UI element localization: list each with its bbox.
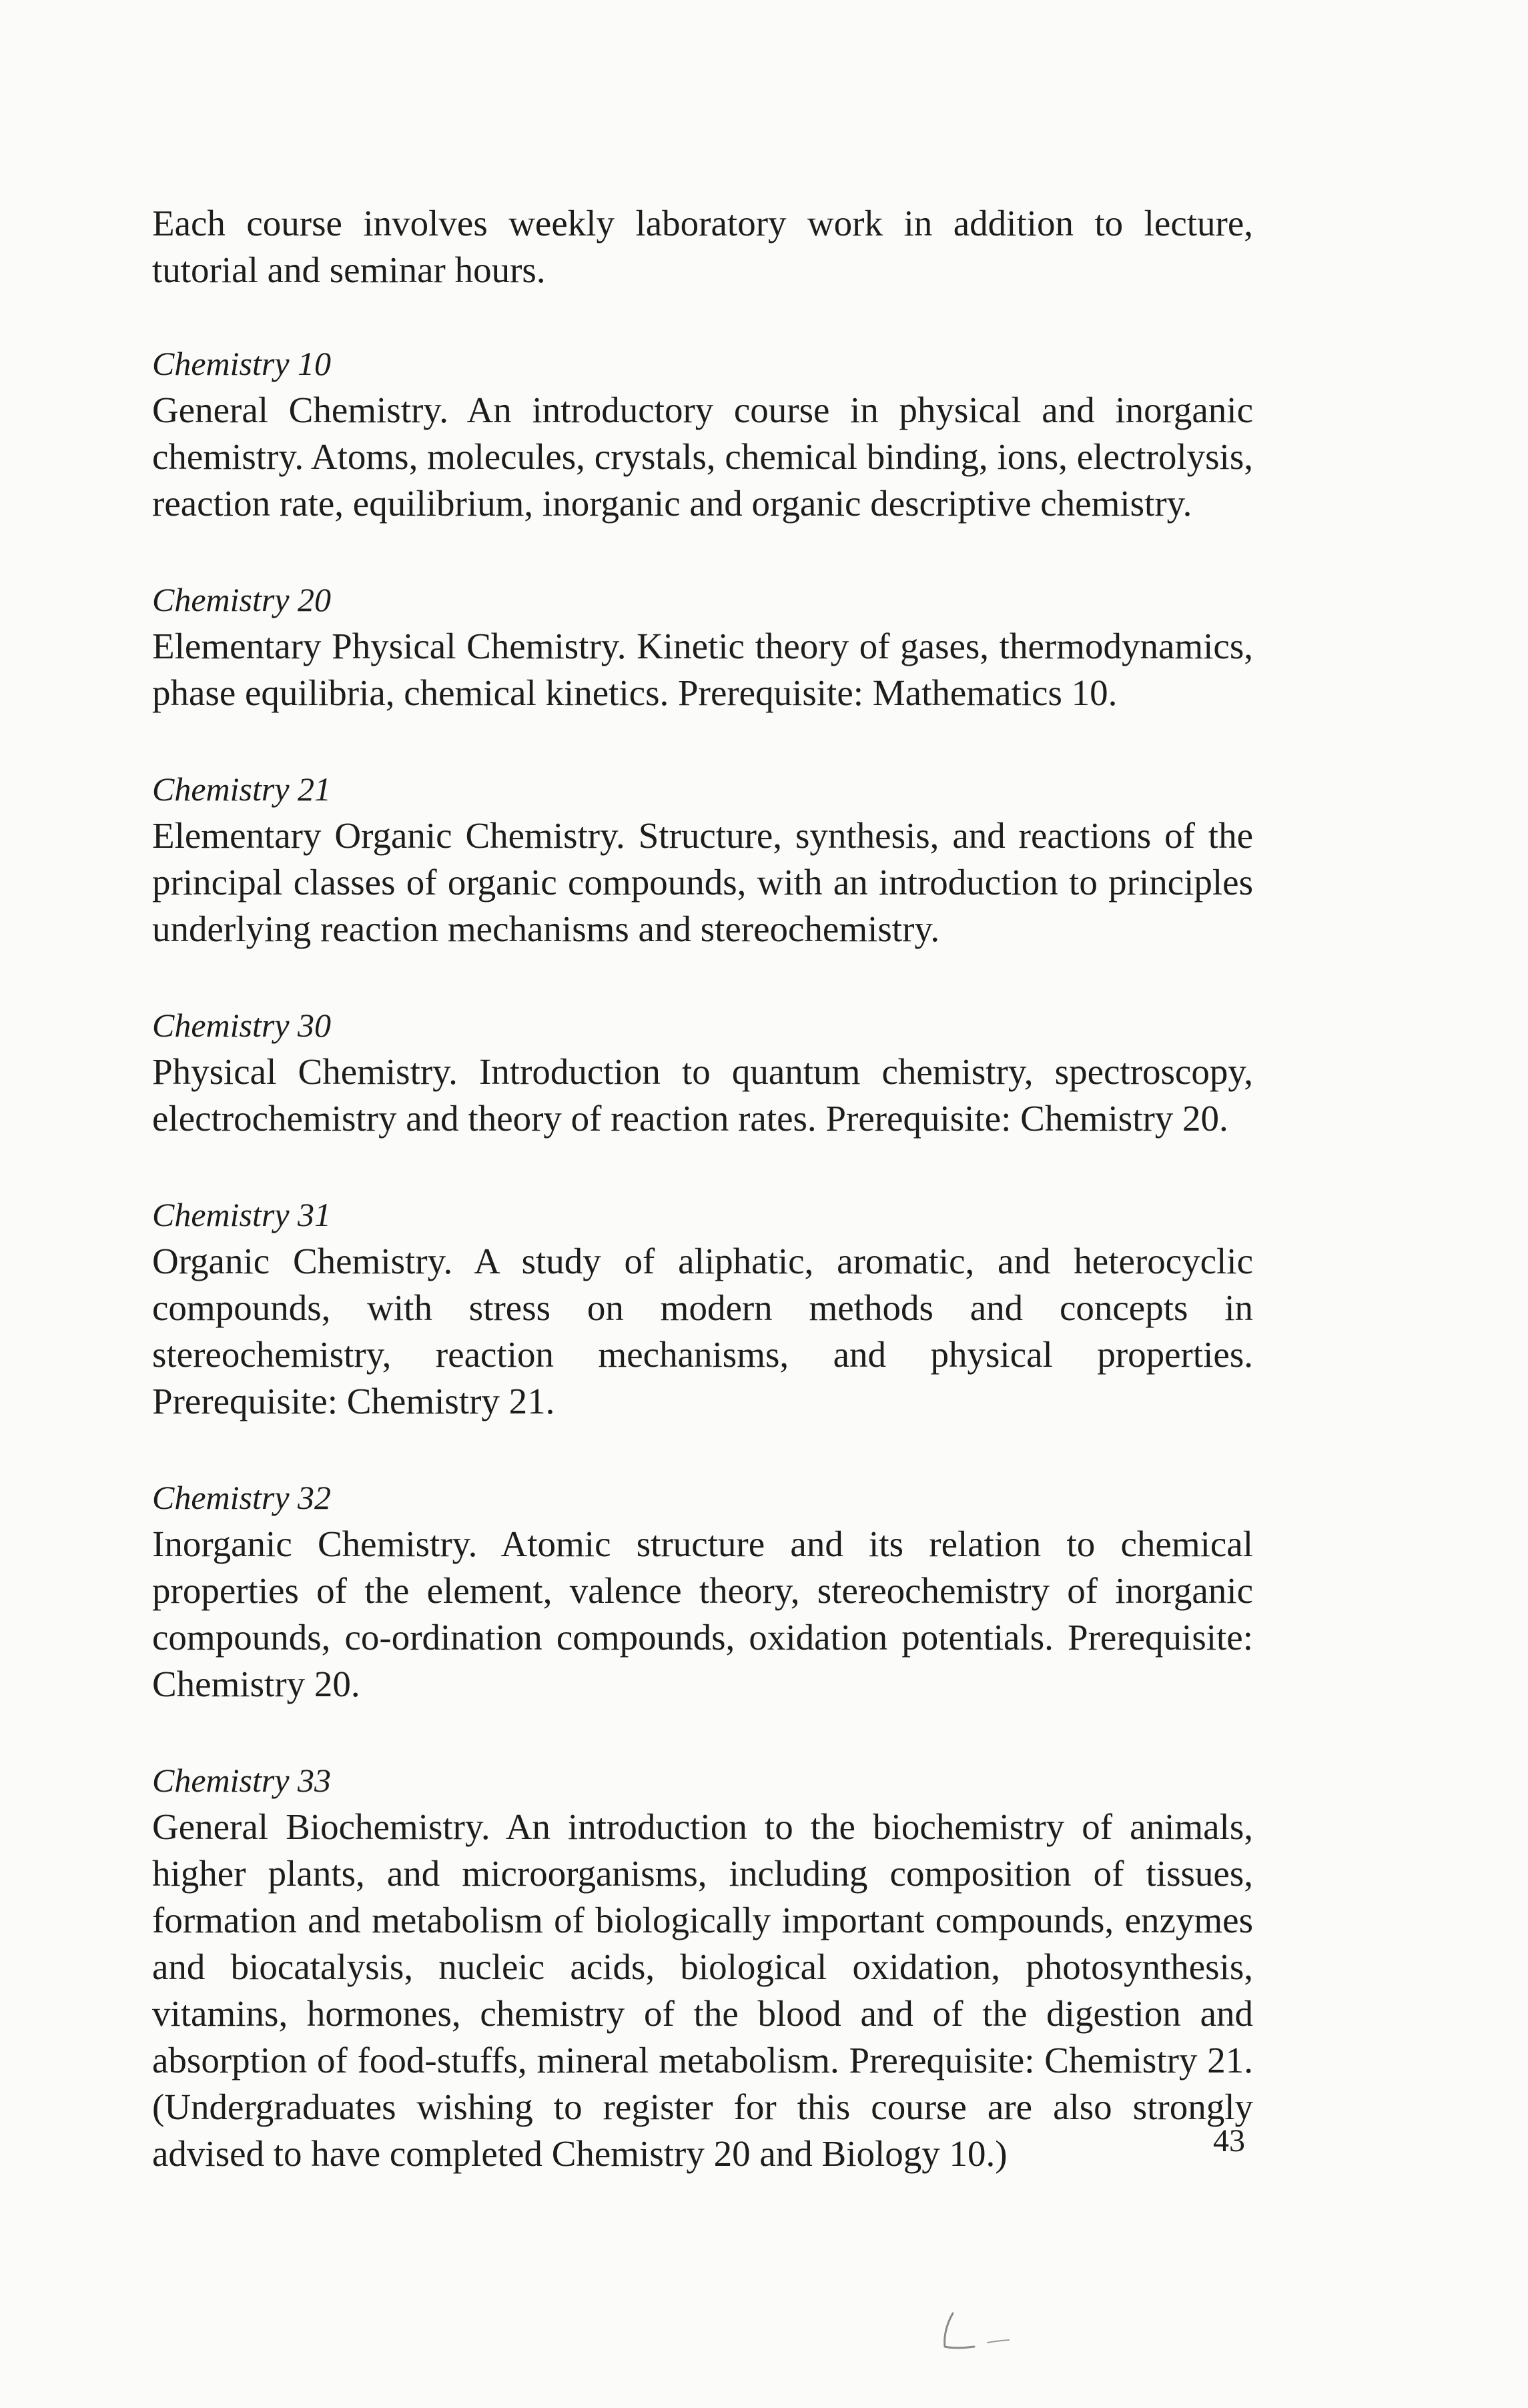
course-title: Chemistry 31 [152,1196,332,1233]
course-entry [152,1474,1253,1708]
page-number: 43 [1213,2123,1245,2159]
course-entry [152,1191,1253,1425]
course-title: Chemistry 10 [152,345,332,382]
course-title: Chemistry 30 [152,1007,332,1044]
intro-paragraph: Each course involves weekly laboratory work in addition to lecture, tutorial and seminar hours. [152,203,1253,290]
course-title: Chemistry 33 [152,1762,332,1799]
course-entry [152,340,1253,527]
course-description: Elementary Physical Chemistry. Kinetic theory of gases, thermodynamics, phase equilibria, chemical kinetics. Prerequisite: Mathematics 10. [152,626,1253,713]
pencil-mark [927,2308,1021,2355]
course-title: Chemistry 20 [152,581,332,618]
course-entry [152,766,1253,953]
course-description: General Chemistry. An introductory course in physical and inorganic chemistry. Atoms, molecules, crystals, chemical binding, ions, electrolysis, reaction rate, equilibrium, inorganic and organic descriptive chemistry. [152,390,1253,524]
course-description: Organic Chemistry. A study of aliphatic, aromatic, and heterocyclic compounds, with stress on modern methods and concepts in stereochemistry, reaction mechanisms, and physical properties. Prerequisite: Chemistry 21. [152,1241,1253,1421]
course-entry [152,1757,1253,2177]
course-title: Chemistry 32 [152,1479,332,1516]
course-entry [152,1002,1253,1142]
course-list [152,200,1253,2227]
course-entry [152,576,1253,716]
course-description: Physical Chemistry. Introduction to quantum chemistry, spectroscopy, electrochemistry and theory of reaction rates. Prerequisite: Chemistry 20. [152,1051,1253,1139]
course-title: Chemistry 21 [152,770,332,808]
course-description: Elementary Organic Chemistry. Structure, synthesis, and reactions of the principal classes of organic compounds, with an introduction to principles underlying reaction mechanisms and stereochemistry. [152,815,1253,949]
course-description: Inorganic Chemistry. Atomic structure and its relation to chemical properties of the element, valence theory, stereochemistry of inorganic compounds, co-ordination compounds, oxidation potentials. Prerequisite: Chemistry 20. [152,1524,1253,1704]
course-description: General Biochemistry. An introduction to the biochemistry of animals, higher plants, and microorganisms, including composition of tissues, formation and metabolism of biologically important compounds, enzymes and biocatalysis, nucleic acids, biological oxidation, photosynthesis, vitamins, hormones, chemistry of the blood and of the digestion and absorption of food-stuffs, mineral metabolism. Prerequisite: Chemistry 21. (Undergraduates wishing to register for this course are also strongly advised to have completed Chemistry 20 and Biology 10.) [152,1806,1253,2174]
